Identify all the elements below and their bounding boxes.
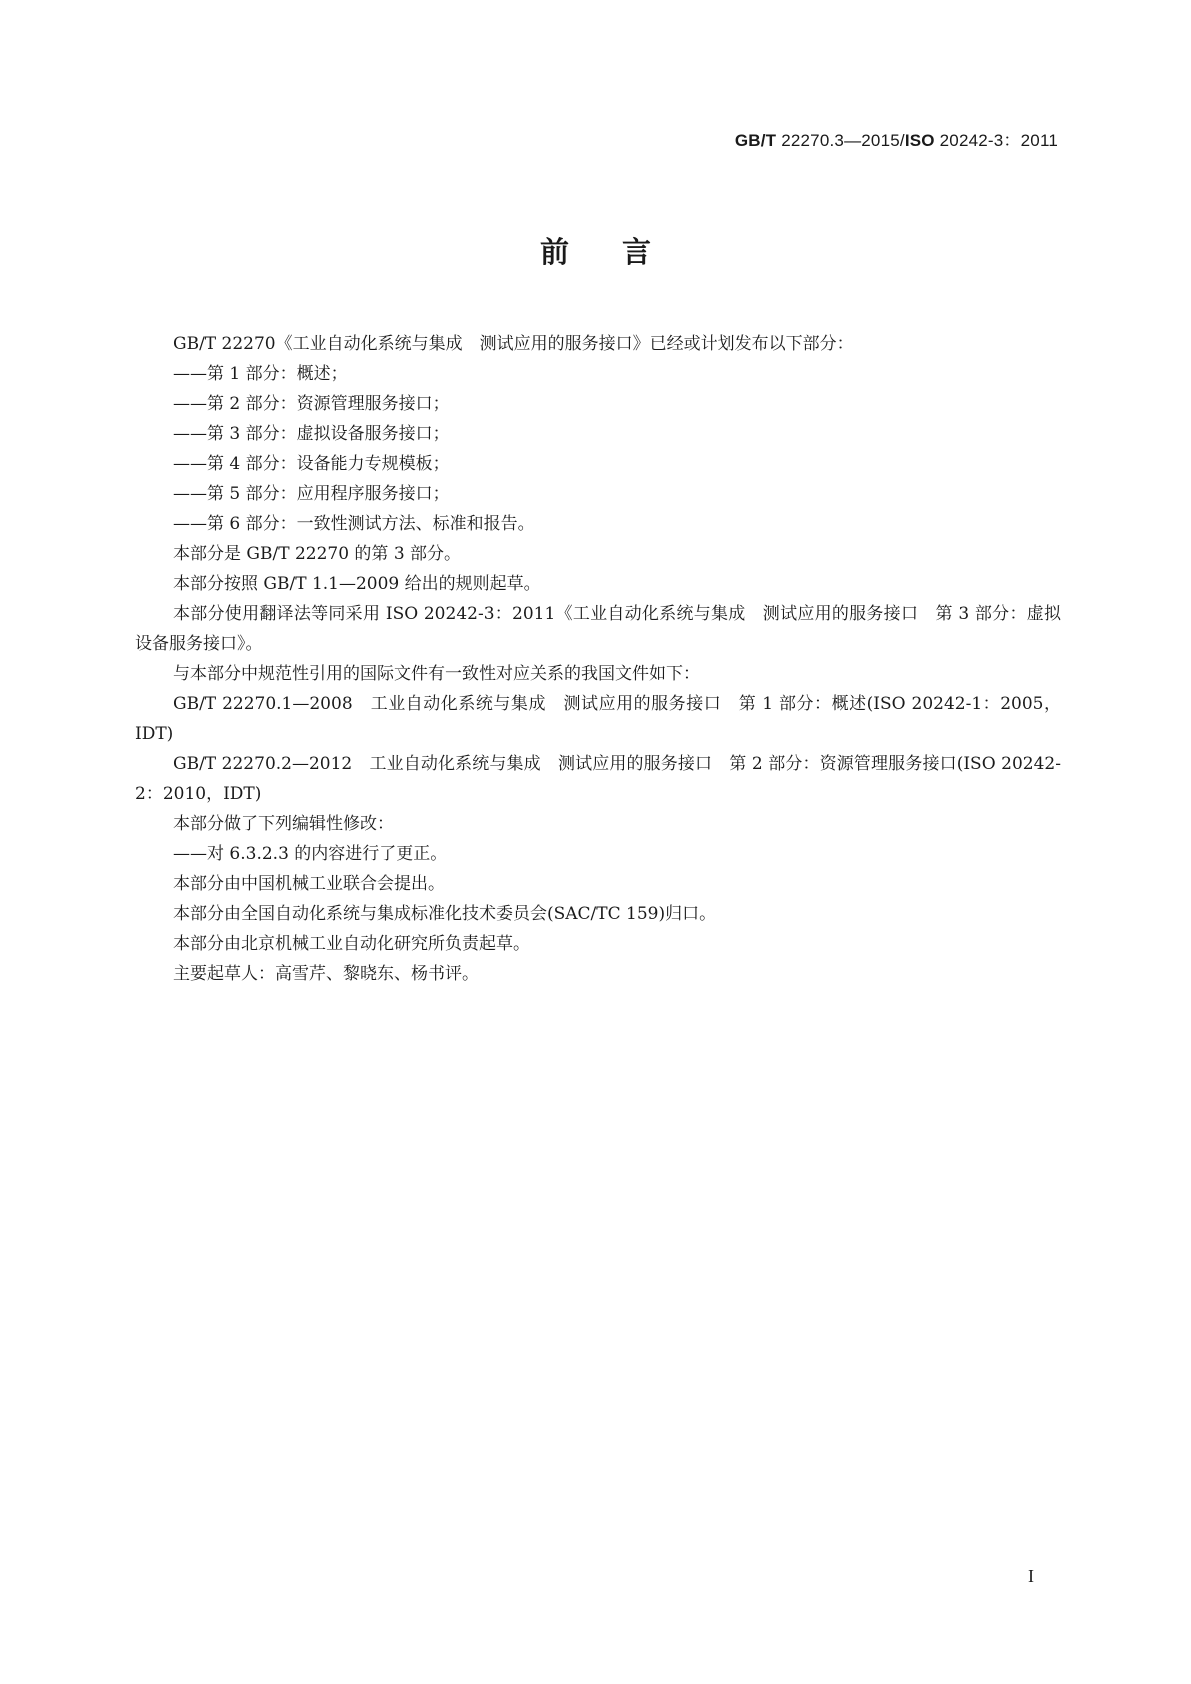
page-title: 前言 <box>539 235 704 269</box>
foreword-body <box>135 329 1061 989</box>
part-list-item: ——第 4 部分：设备能力专规模板； <box>173 454 450 474</box>
gb-label: GB/T <box>734 131 777 150</box>
iso-label: ISO <box>904 131 935 150</box>
standard-number-header <box>735 126 1058 151</box>
centralized-by-paragraph: 本部分由全国自动化系统与集成标准化技术委员会(SAC/TC 159)归口。 <box>173 904 717 924</box>
part-list-item: ——第 5 部分：应用程序服务接口； <box>173 484 450 504</box>
page-number: I <box>1028 1566 1034 1586</box>
proposed-by-paragraph: 本部分由中国机械工业联合会提出。 <box>173 874 445 894</box>
part-list-item: ——第 3 部分：虚拟设备服务接口； <box>173 424 450 444</box>
part-list-item: ——第 1 部分：概述； <box>173 364 348 384</box>
intro-paragraph: GB/T 22270《工业自动化系统与集成 测试应用的服务接口》已经或计划发布以下部分： <box>173 334 854 354</box>
part-list-item: ——第 2 部分：资源管理服务接口； <box>173 394 450 414</box>
edits-intro-paragraph: 本部分做了下列编辑性修改： <box>173 814 394 834</box>
drafting-rules-paragraph: 本部分按照 GB/T 1.1—2009 给出的规则起草。 <box>173 574 541 594</box>
edit-list-item: ——对 6.3.2.3 的内容进行了更正。 <box>173 844 448 864</box>
responsible-drafter-paragraph: 本部分由北京机械工业自动化研究所负责起草。 <box>173 934 530 954</box>
this-part-paragraph: 本部分是 GB/T 22270 的第 3 部分。 <box>173 544 462 564</box>
drafters-paragraph: 主要起草人：高雪芹、黎晓东、杨书评。 <box>173 964 479 984</box>
gb-number: 22270.3—2015/ <box>781 131 905 150</box>
correspondence-paragraph: 与本部分中规范性引用的国际文件有一致性对应关系的我国文件如下： <box>173 664 700 684</box>
translation-paragraph: 本部分使用翻译法等同采用 ISO 20242-3：2011《工业自动化系统与集成 测试应用的服务接口 第 3 部分：虚拟设备服务接口》。 <box>135 604 1061 654</box>
reference-item: GB/T 22270.2—2012 工业自动化系统与集成 测试应用的服务接口 第 2 部分：资源管理服务接口(ISO 20242-2：2010，IDT) <box>135 754 1061 804</box>
part-list-item: ——第 6 部分：一致性测试方法、标准和报告。 <box>173 514 535 534</box>
iso-number: 20242-3：2011 <box>939 131 1058 150</box>
reference-item: GB/T 22270.1—2008 工业自动化系统与集成 测试应用的服务接口 第 1 部分：概述(ISO 20242-1：2005，IDT) <box>135 694 1061 744</box>
